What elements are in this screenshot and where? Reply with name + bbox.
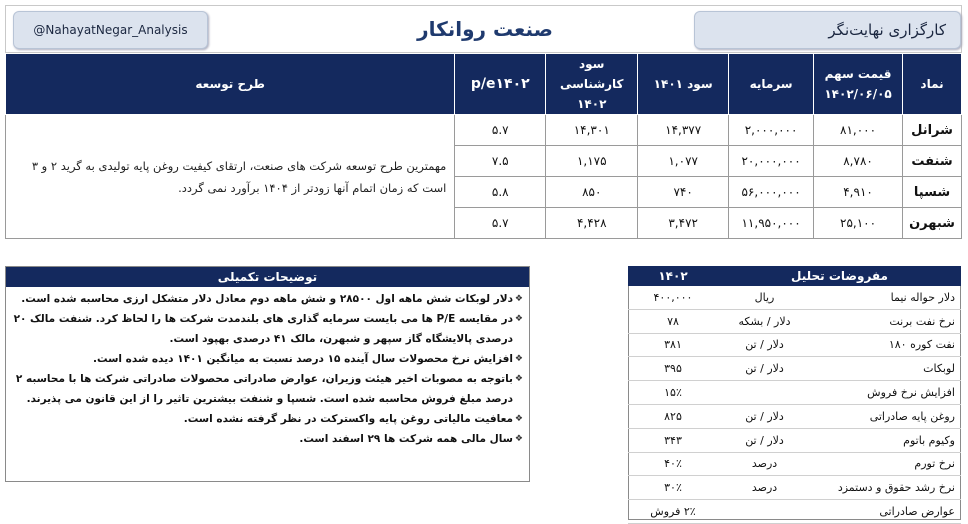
assump-value: ۴۰٪ [628,452,718,476]
assumptions-table [628,266,961,524]
cell-price: ۲۵,۱۰۰ [814,208,903,239]
assump-name: نفت کوره ۱۸۰ [811,333,961,357]
bullet-icon: ❖ [514,294,523,304]
bullet-icon: ❖ [514,434,523,444]
note-text: در مقایسه P/E ها می بایست سرمایه گذاری های بلندمدت شرکت ها را لحاظ کرد. شنفت مالک ۲۰ درصدی پالایشگاه گاز سپهر و شبهرن، مالک ۴۱ درصدی بهپود است. [13,313,513,345]
note-item [12,289,523,309]
cell-capital: ۲۰,۰۰۰,۰۰۰ [729,146,814,177]
assump-value: ۳۴۳ [628,428,718,452]
cell-symbol: شسپا [903,177,962,208]
col-price: قیمت سهم ۱۴۰۲/۰۶/۰۵ [814,54,903,115]
table-row [6,115,962,146]
cell-symbol: شبهرن [903,208,962,239]
table-row [628,428,961,452]
cell-profit-1401: ۱,۰۷۷ [638,146,729,177]
cell-capital: ۵۶,۰۰۰,۰۰۰ [729,177,814,208]
table-row [628,452,961,476]
bullet-icon: ❖ [514,354,523,364]
bullet-icon: ❖ [514,314,523,324]
note-item [12,369,523,409]
cell-profit-1401: ۳,۴۷۲ [638,208,729,239]
assump-name: نرخ رشد حقوق و دستمزد [811,476,961,500]
note-text: معافیت مالیاتی روغن پایه واکسترکت در نظر گرفته نشده است. [183,413,513,425]
assump-name: دلار حواله نیما [811,286,961,309]
cell-plan: مهمترین طرح توسعه شرکت های صنعت، ارتقای کیفیت روغن پایه تولیدی به گرید ۲ و ۳ است که زمان اتمام آنها زودتر از ۱۴۰۴ برآورد نمی گردد. [6,115,455,239]
note-text: افزایش نرخ محصولات سال آینده ۱۵ درصد نسبت به میانگین ۱۴۰۱ دیده شده است. [93,353,513,365]
cell-expert-profit: ۴,۴۲۸ [546,208,638,239]
assump-unit [718,381,811,405]
assump-name: روغن پایه صادراتی [811,404,961,428]
assump-value: ۸۲۵ [628,404,718,428]
assump-value: ۷۸ [628,309,718,333]
cell-price: ۸۱,۰۰۰ [814,115,903,146]
col-profit-1401: سود ۱۴۰۱ [638,54,729,115]
table-header-row [6,54,962,115]
assumptions-header-row [628,266,961,286]
cell-price: ۴,۹۱۰ [814,177,903,208]
cell-expert-profit: ۱,۱۷۵ [546,146,638,177]
bullet-icon: ❖ [514,414,523,424]
assump-value: ۲٪ فروش [628,500,718,524]
cell-pe: ۵.۷ [455,208,546,239]
notes-list [6,287,529,449]
cell-expert-profit: ۱۴,۳۰۱ [546,115,638,146]
col-capital: سرمایه [729,54,814,115]
assump-unit [718,500,811,524]
cell-symbol: شرانل [903,115,962,146]
assump-unit: دلار / تن [718,404,811,428]
assump-unit: دلار / تن [718,357,811,381]
cell-profit-1401: ۷۴۰ [638,177,729,208]
industry-table [5,53,962,239]
table-row [628,500,961,524]
note-item [12,309,523,349]
assump-unit: دلار / بشکه [718,309,811,333]
table-row [628,404,961,428]
assump-name: افزایش نرخ فروش [811,381,961,405]
col-plan: طرح توسعه [6,54,455,115]
assump-name: نرخ نفت برنت [811,309,961,333]
cell-capital: ۱۱,۹۵۰,۰۰۰ [729,208,814,239]
cell-capital: ۲,۰۰۰,۰۰۰ [729,115,814,146]
assump-name: وکیوم باتوم [811,428,961,452]
cell-pe: ۵.۸ [455,177,546,208]
notes-panel [5,266,530,482]
assump-unit: درصد [718,452,811,476]
col-symbol: نماد [903,54,962,115]
table-row [628,309,961,333]
assump-name: نرخ تورم [811,452,961,476]
table-row [628,476,961,500]
broker-name: کارگزاری نهایت‌نگر [694,11,961,49]
assump-value: ۳۹۵ [628,357,718,381]
cell-pe: ۵.۷ [455,115,546,146]
note-text: باتوجه به مصوبات اخیر هیئت وزیران، عوارض صادراتی محصولات صادراتی شرکت ها با محاسبه ۲ درصد مبلغ فروش محاسبه شده است. شسپا و شنفت بیشترین تاثیر را از این قانون می پذیرند. [15,373,513,405]
page-title: صنعت روانکار [417,17,553,41]
table-row [628,357,961,381]
assump-unit: درصد [718,476,811,500]
bullet-icon: ❖ [514,374,523,384]
note-item [12,349,523,369]
assump-unit: دلار / تن [718,333,811,357]
col-expert-profit: سود کارشناسی ۱۴۰۲ [546,54,638,115]
assumptions-title: مفروضات تحلیل [718,266,961,286]
note-text: سال مالی همه شرکت ها ۲۹ اسفند است. [299,433,513,445]
assump-value: ۴۰۰,۰۰۰ [628,286,718,309]
assump-value: ۳۸۱ [628,333,718,357]
cell-profit-1401: ۱۴,۳۷۷ [638,115,729,146]
cell-pe: ۷.۵ [455,146,546,177]
assump-value: ۳۰٪ [628,476,718,500]
note-item [12,429,523,449]
assump-unit: دلار / تن [718,428,811,452]
analyst-handle: @NahayatNegar_Analysis [13,11,208,49]
assump-unit: ریال [718,286,811,309]
assump-name: لوبکات [811,357,961,381]
note-item [12,409,523,429]
table-row [628,381,961,405]
table-row [628,333,961,357]
cell-expert-profit: ۸۵۰ [546,177,638,208]
notes-title: توضیحات تکمیلی [6,267,529,287]
table-row [628,286,961,309]
cell-symbol: شنفت [903,146,962,177]
assumptions-year: ۱۴۰۲ [628,266,718,286]
assump-value: ۱۵٪ [628,381,718,405]
assump-name: عوارض صادراتی [811,500,961,524]
col-pe: p/e۱۴۰۲ [455,54,546,115]
note-text: دلار لوبکات شش ماهه اول ۲۸۵۰۰ و شش ماهه دوم معادل دلار متشکل ارزی محاسبه شده است. [21,293,513,305]
cell-price: ۸,۷۸۰ [814,146,903,177]
